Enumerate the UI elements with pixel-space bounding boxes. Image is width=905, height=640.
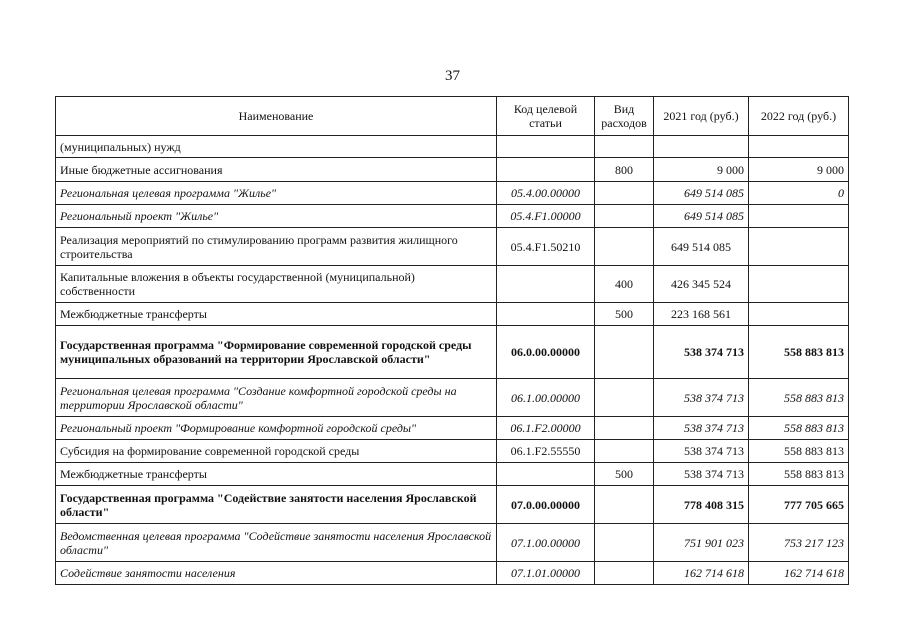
table-body — [56, 136, 849, 585]
table-row — [56, 417, 849, 440]
cell-2021: 162 714 618 — [654, 562, 749, 585]
cell-code: 05.4.F1.00000 — [497, 205, 595, 228]
cell-kind — [595, 205, 654, 228]
cell-kind — [595, 562, 654, 585]
cell-2021: 538 374 713 — [654, 463, 749, 486]
cell-2022 — [749, 303, 849, 326]
cell-2021: 778 408 315 — [654, 486, 749, 524]
cell-2021: 649 514 085 — [654, 228, 749, 266]
header-code: Код целевой статьи — [497, 97, 595, 136]
cell-2022: 558 883 813 — [749, 379, 849, 417]
cell-name: Региональная целевая программа "Создание комфортной городской среды на территории Ярославской области" — [56, 379, 497, 417]
header-2022: 2022 год (руб.) — [749, 97, 849, 136]
cell-kind — [595, 326, 654, 379]
table-row — [56, 303, 849, 326]
table-row — [56, 205, 849, 228]
cell-kind — [595, 440, 654, 463]
cell-name: Региональная целевая программа "Жилье" — [56, 182, 497, 205]
cell-kind: 800 — [595, 158, 654, 182]
table-row — [56, 266, 849, 303]
cell-2021: 649 514 085 — [654, 205, 749, 228]
cell-2021: 538 374 713 — [654, 417, 749, 440]
cell-code: 06.1.F2.55550 — [497, 440, 595, 463]
cell-kind: 500 — [595, 463, 654, 486]
cell-2022 — [749, 136, 849, 158]
cell-kind — [595, 182, 654, 205]
cell-2022: 777 705 665 — [749, 486, 849, 524]
cell-name: Государственная программа "Содействие занятости населения Ярославской области" — [56, 486, 497, 524]
cell-name: Субсидия на формирование современной городской среды — [56, 440, 497, 463]
cell-2021: 751 901 023 — [654, 524, 749, 562]
cell-code: 06.0.00.00000 — [497, 326, 595, 379]
budget-table — [55, 96, 849, 585]
cell-code: 07.1.00.00000 — [497, 524, 595, 562]
cell-name: Содействие занятости населения — [56, 562, 497, 585]
cell-name: Межбюджетные трансферты — [56, 463, 497, 486]
cell-kind — [595, 417, 654, 440]
cell-code: 06.1.00.00000 — [497, 379, 595, 417]
table-row — [56, 440, 849, 463]
cell-name: Государственная программа "Формирование современной городской среды муниципальных образований на территории Ярославской области" — [56, 326, 497, 379]
cell-2021: 538 374 713 — [654, 326, 749, 379]
table-row — [56, 182, 849, 205]
table-row — [56, 228, 849, 266]
page-number: 37 — [445, 68, 460, 84]
cell-kind — [595, 379, 654, 417]
cell-code: 05.4.00.00000 — [497, 182, 595, 205]
cell-2021: 426 345 524 — [654, 266, 749, 303]
cell-2022: 558 883 813 — [749, 417, 849, 440]
header-row — [56, 97, 849, 136]
header-2021: 2021 год (руб.) — [654, 97, 749, 136]
cell-name: (муниципальных) нужд — [56, 136, 497, 158]
table-header — [56, 97, 849, 136]
cell-kind: 500 — [595, 303, 654, 326]
cell-code: 07.1.01.00000 — [497, 562, 595, 585]
cell-code: 07.0.00.00000 — [497, 486, 595, 524]
cell-code — [497, 303, 595, 326]
cell-2022: 558 883 813 — [749, 326, 849, 379]
cell-2021: 9 000 — [654, 158, 749, 182]
table-row — [56, 463, 849, 486]
cell-2022 — [749, 205, 849, 228]
cell-kind — [595, 486, 654, 524]
table-row — [56, 486, 849, 524]
cell-2021 — [654, 136, 749, 158]
cell-2022: 558 883 813 — [749, 440, 849, 463]
cell-code — [497, 158, 595, 182]
cell-name: Ведомственная целевая программа "Содействие занятости населения Ярославской области" — [56, 524, 497, 562]
table-row — [56, 136, 849, 158]
cell-name: Региональный проект "Формирование комфортной городской среды" — [56, 417, 497, 440]
cell-2022: 9 000 — [749, 158, 849, 182]
header-name: Наименование — [56, 97, 497, 136]
cell-kind — [595, 228, 654, 266]
cell-2021: 223 168 561 — [654, 303, 749, 326]
cell-kind — [595, 524, 654, 562]
cell-kind — [595, 136, 654, 158]
cell-2021: 538 374 713 — [654, 379, 749, 417]
cell-2022 — [749, 228, 849, 266]
cell-2022: 162 714 618 — [749, 562, 849, 585]
table-row — [56, 562, 849, 585]
table-row — [56, 524, 849, 562]
cell-2021: 649 514 085 — [654, 182, 749, 205]
table-row — [56, 379, 849, 417]
table-row — [56, 158, 849, 182]
cell-code — [497, 266, 595, 303]
cell-name: Капитальные вложения в объекты государственной (муниципальной) собственности — [56, 266, 497, 303]
table-row — [56, 326, 849, 379]
cell-code — [497, 463, 595, 486]
cell-2021: 538 374 713 — [654, 440, 749, 463]
cell-kind: 400 — [595, 266, 654, 303]
cell-2022: 558 883 813 — [749, 463, 849, 486]
cell-2022 — [749, 266, 849, 303]
cell-2022: 753 217 123 — [749, 524, 849, 562]
cell-name: Реализация мероприятий по стимулированию программ развития жилищного строительства — [56, 228, 497, 266]
cell-2022: 0 — [749, 182, 849, 205]
cell-name: Иные бюджетные ассигнования — [56, 158, 497, 182]
cell-code: 06.1.F2.00000 — [497, 417, 595, 440]
header-kind: Вид расходов — [595, 97, 654, 136]
cell-name: Региональный проект "Жилье" — [56, 205, 497, 228]
cell-code — [497, 136, 595, 158]
cell-name: Межбюджетные трансферты — [56, 303, 497, 326]
cell-code: 05.4.F1.50210 — [497, 228, 595, 266]
